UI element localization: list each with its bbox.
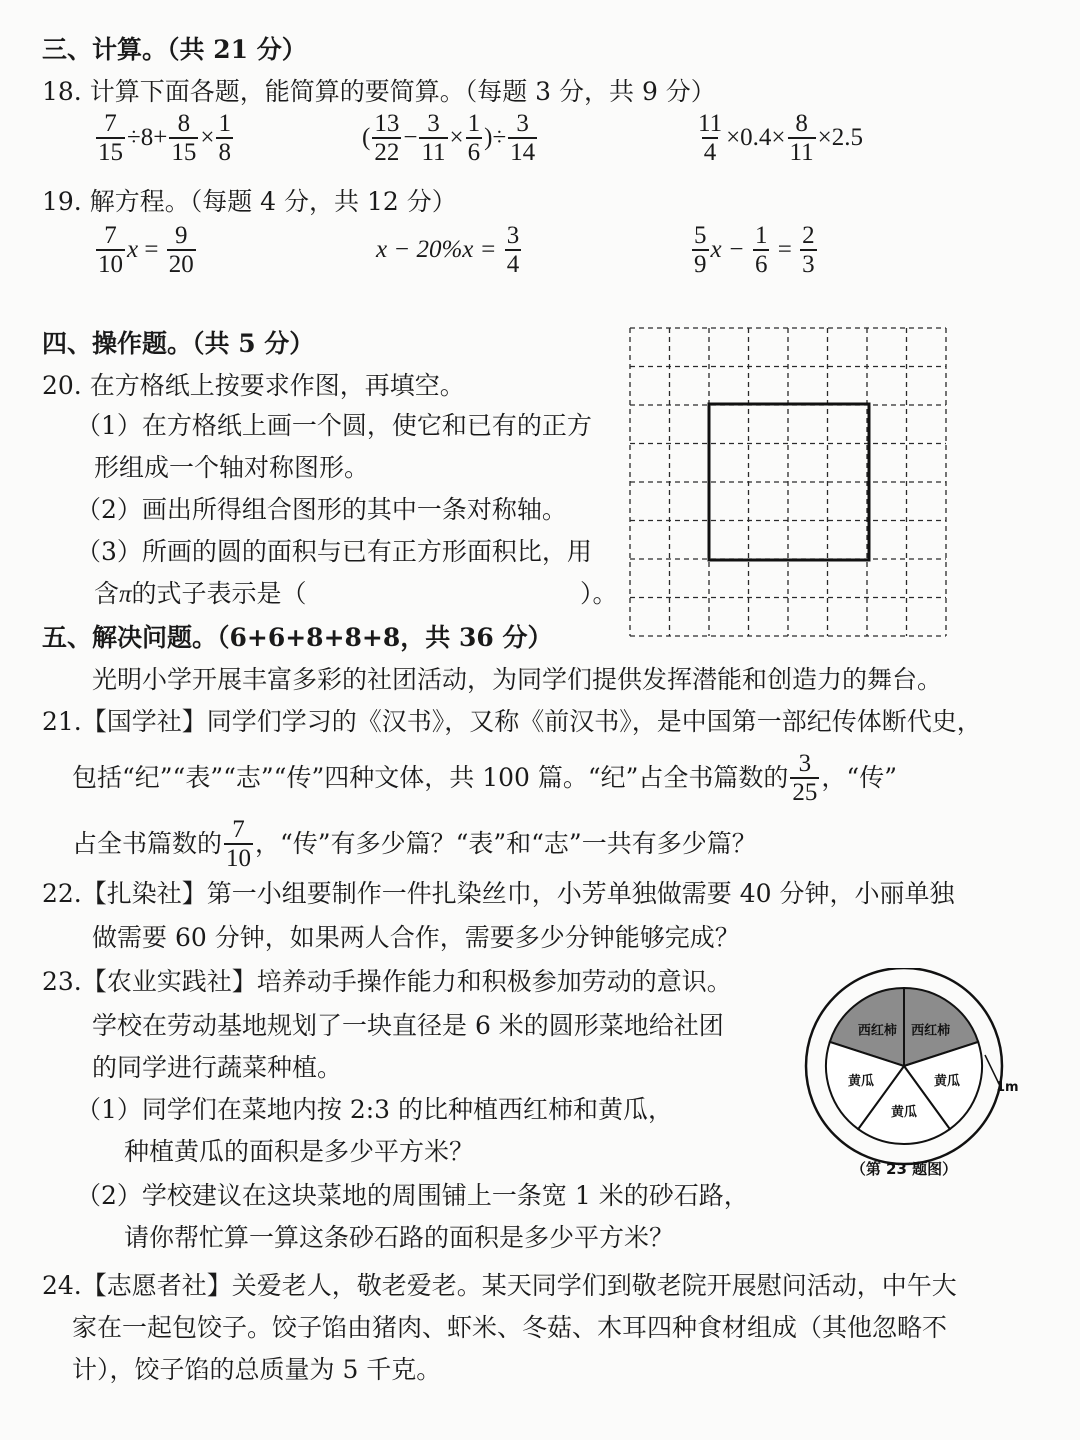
- grid-paper: [628, 326, 952, 638]
- q22-line-1: 22.【扎染社】第一小组要制作一件扎染丝巾，小芳单独做需要 40 分钟，小丽单独: [42, 879, 955, 908]
- q20-part-1-line-2: 形组成一个轴对称图形。: [94, 453, 370, 482]
- question-20-prompt: 20. 在方格纸上按要求作图，再填空。: [42, 371, 465, 400]
- q22-line-2: 做需要 60 分钟，如果两人合作，需要多少分钟能够完成？: [92, 923, 740, 952]
- q23-figure: [796, 968, 1036, 1184]
- q19-equation-1: $\frac{7}{10}$ x = $\frac{9}{20}$: [98, 222, 194, 278]
- question-18-prompt: 18. 计算下面各题，能简算的要简算。（每题 3 分，共 9 分）: [42, 77, 716, 106]
- q21-line-2: 包括“纪”“表”“志”“传”四种文体，共 100 篇。“纪”占全书篇数的 $\frac{3}{25}$ ，“传”: [72, 750, 897, 806]
- q21-line-3: 占全书篇数的 $\frac{7}{10}$ ，“传”有多少篇？“表”和“志”一共有多少篇？: [72, 816, 757, 872]
- q24-line-2: 家在一起包饺子。饺子馅由猪肉、虾米、冬菇、木耳四种食材组成（其他忽略不: [72, 1313, 948, 1342]
- q23-line-2: 学校在劳动基地规划了一块直径是 6 米的圆形菜地给社团: [92, 1011, 724, 1040]
- q18-expression-1: $\frac{7}{15}$ ÷8+ $\frac{8}{15}$ × $\frac{1}{8}$: [98, 110, 231, 166]
- cucumber-label: 黄瓜: [934, 1073, 961, 1089]
- q20-answer-blank-close: ）。: [580, 579, 618, 608]
- path-width-label: 1m: [996, 1080, 1019, 1095]
- tomato-label: 西红柿: [911, 1023, 951, 1039]
- q23-line-3: 的同学进行蔬菜种植。: [92, 1053, 343, 1082]
- figure-caption: （第 23 题图）: [850, 1160, 958, 1178]
- section-3-title: 三、计算。（共 21 分）: [42, 35, 307, 64]
- q23-part-2-line-2: 请你帮忙算一算这条砂石路的面积是多少平方米？: [124, 1223, 675, 1252]
- q18-expression-3: $\frac{11}{4}$ ×0.4× $\frac{8}{11}$ ×2.5: [698, 110, 863, 166]
- q18-expression-2: ( $\frac{13}{22}$ − $\frac{3}{11}$ × $\frac{1}{6}$ )÷ $\frac{3}{14}$: [362, 110, 536, 166]
- q23-line-1: 23.【农业实践社】培养动手操作能力和积极参加劳动的意识。: [42, 967, 732, 996]
- q19-equation-3: $\frac{5}{9}$ x − $\frac{1}{6}$ = $\frac{2}{3}$: [694, 222, 815, 278]
- q20-part-3-line-2: 含π的式子表示是（: [94, 579, 307, 608]
- q20-part-2: （2）画出所得组合图形的其中一条对称轴。: [76, 495, 567, 524]
- q20-part-3-line-1: （3）所画的圆的面积与已有正方形面积比，用: [76, 537, 592, 566]
- question-19-prompt: 19. 解方程。（每题 4 分，共 12 分）: [42, 187, 457, 216]
- q19-equation-2: x − 20%x = $\frac{3}{4}$: [376, 222, 520, 278]
- section-5-intro: 光明小学开展丰富多彩的社团活动，为同学们提供发挥潜能和创造力的舞台。: [92, 665, 943, 694]
- fraction-7-10: $\frac{7}{10}$: [226, 816, 252, 872]
- section-5-title: 五、解决问题。（6+6+8+8+8，共 36 分）: [42, 623, 553, 652]
- q24-line-1: 24.【志愿者社】关爱老人，敬老爱老。某天同学们到敬老院开展慰问活动，中午大: [42, 1271, 957, 1300]
- section-4-title: 四、操作题。（共 5 分）: [42, 329, 315, 358]
- q20-part-1-line-1: （1）在方格纸上画一个圆，使它和已有的正方: [76, 411, 592, 440]
- cucumber-label: 黄瓜: [847, 1073, 874, 1089]
- q24-line-3: 计），饺子馅的总质量为 5 千克。: [72, 1355, 442, 1384]
- tomato-label: 西红柿: [857, 1023, 897, 1039]
- q23-part-2-line-1: （2）学校建议在这块菜地的周围铺上一条宽 1 米的砂石路，: [76, 1181, 749, 1210]
- fraction-3-25: $\frac{3}{25}$: [792, 750, 818, 806]
- vegetable-plot-pie: [826, 988, 982, 1144]
- cucumber-label: 黄瓜: [890, 1105, 918, 1121]
- q23-part-1-line-2: 种植黄瓜的面积是多少平方米？: [124, 1137, 475, 1166]
- q23-part-1-line-1: （1）同学们在菜地内按 2:3 的比种植西红柿和黄瓜，: [76, 1095, 674, 1124]
- q21-line-1: 21.【国学社】同学们学习的《汉书》，又称《前汉书》，是中国第一部纪传体断代史，: [42, 707, 982, 736]
- pi-symbol: π: [119, 581, 132, 608]
